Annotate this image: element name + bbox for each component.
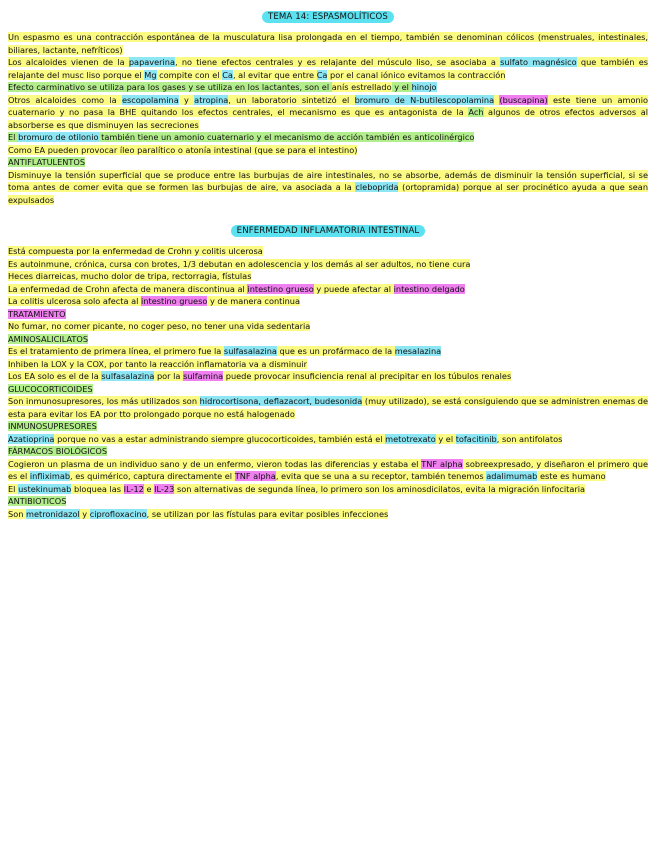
highlighted-text: compite con el bbox=[156, 69, 223, 80]
highlighted-text: INMUNOSUPRESORES bbox=[8, 421, 97, 431]
section-enfermedad-inflamatoria bbox=[0, 222, 656, 520]
highlighted-text: que también es relajante del musc liso porque el bbox=[8, 57, 649, 80]
highlighted-text: Los alcaloides vienen de la bbox=[8, 57, 129, 67]
section-title-row bbox=[0, 8, 656, 25]
paragraph bbox=[8, 308, 648, 321]
highlighted-text: y puede afectar al bbox=[313, 283, 394, 294]
highlighted-text: bromuro de N-butilescopolamina bbox=[354, 94, 495, 105]
paragraph bbox=[8, 245, 648, 258]
section-title-row bbox=[0, 222, 656, 239]
highlighted-text: Azatioprina bbox=[8, 433, 55, 444]
highlighted-text: algunos de otros efectos adversos al absorberse es que disminuyen las secreciones bbox=[8, 107, 648, 130]
section-espasmoliticos bbox=[0, 8, 656, 206]
highlighted-text: , es quimérico, captura directamente el bbox=[70, 471, 235, 481]
highlighted-text: , al evitar que entre bbox=[232, 69, 317, 80]
paragraph bbox=[8, 144, 648, 157]
highlighted-text: intestino grueso bbox=[247, 283, 314, 294]
highlighted-text: (muy utilizado), se está consiguiendo que se administren enemas de esta para evitar los EA por tto prolongado porque no está halogenado bbox=[8, 396, 648, 419]
highlighted-text: , un laboratorio sintetizó el bbox=[228, 94, 355, 105]
highlighted-text: y bbox=[79, 508, 90, 519]
highlighted-text: TNF alpha bbox=[234, 471, 276, 481]
highlighted-text: tofacitinib bbox=[455, 433, 497, 444]
highlighted-text: adalimumab bbox=[486, 471, 538, 481]
paragraph bbox=[8, 458, 648, 483]
highlighted-text: Como EA pueden provocar íleo paralítico o atonía intestinal (que se para el intestino) bbox=[8, 144, 358, 155]
highlighted-text: La enfermedad de Crohn afecta de manera discontinua al bbox=[8, 283, 248, 294]
highlighted-text: Cogieron un plasma de un individuo sano y de un enfermo, vieron todas las diferencias y estaba el bbox=[8, 458, 422, 469]
highlighted-text: Un espasmo es una contracción espontánea de la musculatura lisa prolongada en el tiempo, también se denominan cólicos (menstruales, intestinales, biliares, lactante, nefríticos) bbox=[8, 32, 648, 55]
highlighted-text: sulfasalazina bbox=[101, 371, 155, 381]
highlighted-text: este tiene un amonio cuaternario y no pasa la BHE quitando los efectos centrales, el mecanismo es que es antagonista de la bbox=[8, 94, 649, 117]
highlighted-text: Otros alcaloides como la bbox=[8, 94, 122, 105]
paragraph bbox=[8, 81, 648, 94]
paragraph bbox=[8, 56, 648, 81]
paragraph bbox=[8, 433, 648, 446]
highlighted-text: Ca bbox=[316, 69, 328, 80]
highlighted-text: IL-12 bbox=[123, 483, 144, 494]
paragraph bbox=[8, 270, 648, 283]
paragraph bbox=[8, 483, 648, 496]
paragraph bbox=[8, 295, 648, 308]
highlighted-text: sulfato magnésico bbox=[500, 57, 577, 67]
highlighted-text: ustekinumab bbox=[18, 483, 72, 494]
highlighted-text: , evita que se una a su receptor, también tenemos bbox=[275, 471, 487, 481]
highlighted-text: ANTIBIOTICOS bbox=[8, 496, 67, 506]
paragraph bbox=[8, 156, 648, 169]
highlighted-text: Los EA solo es el de la bbox=[8, 371, 102, 381]
paragraph bbox=[8, 131, 648, 144]
highlighted-text: GLUCOCORTICOIDES bbox=[8, 383, 93, 394]
paragraph bbox=[8, 258, 648, 271]
highlighted-text: porque no vas a estar administrando siempre glucocorticoides, también está el bbox=[54, 433, 386, 444]
highlighted-text: Heces diarreicas, mucho dolor de tripa, rectorragia, fístulas bbox=[8, 271, 252, 281]
highlighted-text: Efecto carminativo se utiliza para los gases y se utiliza en los lactantes, son el bbox=[8, 82, 332, 92]
highlighted-text: ANTIFLATULENTOS bbox=[8, 157, 86, 167]
paragraph bbox=[8, 420, 648, 433]
highlighted-text: Ach bbox=[468, 107, 484, 117]
paragraph bbox=[8, 395, 648, 420]
section-title: TEMA 14: ESPASMOLÍTICOS bbox=[262, 11, 394, 23]
highlighted-text: Es autoinmune, crónica, cursa con brotes, 1/3 debutan en adolescencia y los demás al ser adultos, no tiene cura bbox=[8, 258, 471, 269]
highlighted-text: AMINOSALICILATOS bbox=[8, 333, 89, 344]
highlighted-text: sobreexpresado, y diseñaron el primero que es el bbox=[8, 458, 648, 481]
highlighted-text: bloquea las bbox=[71, 483, 124, 494]
highlighted-text: son alternativas de segunda línea, lo primero son los aminosdicilatos, evita la migración linfocitaria bbox=[174, 483, 586, 494]
paragraph bbox=[8, 495, 648, 508]
paragraph bbox=[8, 94, 648, 132]
paragraph bbox=[8, 358, 648, 371]
highlighted-text: y de manera continua bbox=[207, 296, 301, 306]
highlighted-text: y el bbox=[435, 433, 456, 444]
paragraph bbox=[8, 320, 648, 333]
highlighted-text: Está compuesta por la enfermedad de Crohn y colitis ulcerosa bbox=[8, 246, 263, 256]
highlighted-text: metronidazol bbox=[26, 508, 80, 519]
highlighted-text: sulfamina bbox=[183, 371, 224, 381]
paragraph bbox=[8, 508, 648, 521]
highlighted-text: No fumar, no comer picante, no coger peso, no tener una vida sedentaria bbox=[8, 321, 311, 331]
highlighted-text: que es un profármaco de la bbox=[276, 346, 395, 356]
highlighted-text: , no tiene efectos centrales y es relajante del músculo liso, se asociaba a bbox=[175, 57, 501, 67]
highlighted-text: (buscapina) bbox=[499, 94, 548, 105]
highlighted-text: FÁRMACOS BIOLÓGICOS bbox=[8, 446, 108, 456]
highlighted-text: atropina bbox=[194, 94, 229, 105]
highlighted-text: Es el tratamiento de primera línea, el primero fue la bbox=[8, 346, 224, 356]
highlighted-text: TNF alpha bbox=[421, 458, 463, 469]
highlighted-text: puede provocar insuficiencia renal al precipitar en los túbulos renales bbox=[223, 371, 512, 381]
highlighted-text: por el canal iónico evitamos la contracción bbox=[327, 69, 506, 80]
paragraph bbox=[8, 31, 648, 56]
highlighted-text: hinojo bbox=[411, 82, 437, 92]
highlighted-text: por la bbox=[154, 371, 184, 381]
highlighted-text: escopolamina bbox=[121, 94, 179, 105]
paragraph bbox=[8, 370, 648, 383]
highlighted-text: Inhiben la LOX y la COX, por tanto la reacción inflamatoria va a disminuir bbox=[8, 358, 308, 369]
highlighted-text: papaverina bbox=[128, 57, 176, 67]
section-title: ENFERMEDAD INFLAMATORIA INTESTINAL bbox=[231, 225, 426, 237]
highlighted-text: Son inmunosupresores, los más utilizados son bbox=[8, 396, 200, 406]
section-body bbox=[0, 245, 656, 520]
highlighted-text: infliximab bbox=[29, 471, 71, 481]
highlighted-text: sulfasalazina bbox=[223, 346, 277, 356]
highlighted-text: IL-23 bbox=[154, 483, 175, 494]
highlighted-text: (ortopramida) porque al ser procinético ayuda a que sean expulsados bbox=[8, 182, 649, 205]
section-body bbox=[0, 31, 656, 206]
highlighted-text: Son bbox=[8, 508, 26, 519]
paragraph bbox=[8, 283, 648, 296]
paragraph bbox=[8, 445, 648, 458]
paragraph bbox=[8, 333, 648, 346]
highlighted-text: , son antifolatos bbox=[496, 433, 563, 444]
highlighted-text: también tiene un amonio cuaternario y el mecanismo de acción también es anticolinérgico bbox=[98, 132, 475, 142]
highlighted-text: , se utilizan por las fístulas para evitar posibles infecciones bbox=[146, 508, 389, 519]
paragraph bbox=[8, 169, 648, 207]
highlighted-text: hidrocortisona, deflazacort, budesonida bbox=[199, 396, 363, 406]
highlighted-text: El bbox=[8, 483, 19, 494]
highlighted-text: bromuro de otilonio bbox=[18, 132, 99, 142]
highlighted-text: Mg bbox=[144, 69, 157, 80]
highlighted-text: metotrexato bbox=[385, 433, 436, 444]
highlighted-text: y el bbox=[391, 82, 412, 92]
highlighted-text: anís estrellado bbox=[331, 82, 392, 92]
highlighted-text: TRATAMIENTO bbox=[8, 308, 66, 319]
highlighted-text: intestino delgado bbox=[393, 283, 465, 294]
highlighted-text: cleboprida bbox=[355, 182, 399, 192]
highlighted-text: e bbox=[143, 483, 155, 494]
highlighted-text: este es humano bbox=[537, 471, 606, 481]
document bbox=[0, 8, 656, 520]
highlighted-text: Ca bbox=[222, 69, 233, 80]
paragraph bbox=[8, 383, 648, 396]
highlighted-text: La colitis ulcerosa solo afecta al bbox=[8, 296, 142, 306]
highlighted-text: Disminuye la tensión superficial que se produce entre las burbujas de aire intestinales, no se absorbe, además de disminuir la tensión superficial, si se toma antes de comer evita que se formen las burbujas de aire, va asociada a la bbox=[8, 169, 648, 192]
highlighted-text: El bbox=[8, 132, 19, 142]
highlighted-text: ciprofloxacino bbox=[89, 508, 147, 519]
highlighted-text: mesalazina bbox=[394, 346, 442, 356]
paragraph bbox=[8, 345, 648, 358]
highlighted-text: y bbox=[178, 94, 195, 105]
highlighted-text: intestino grueso bbox=[141, 296, 208, 306]
